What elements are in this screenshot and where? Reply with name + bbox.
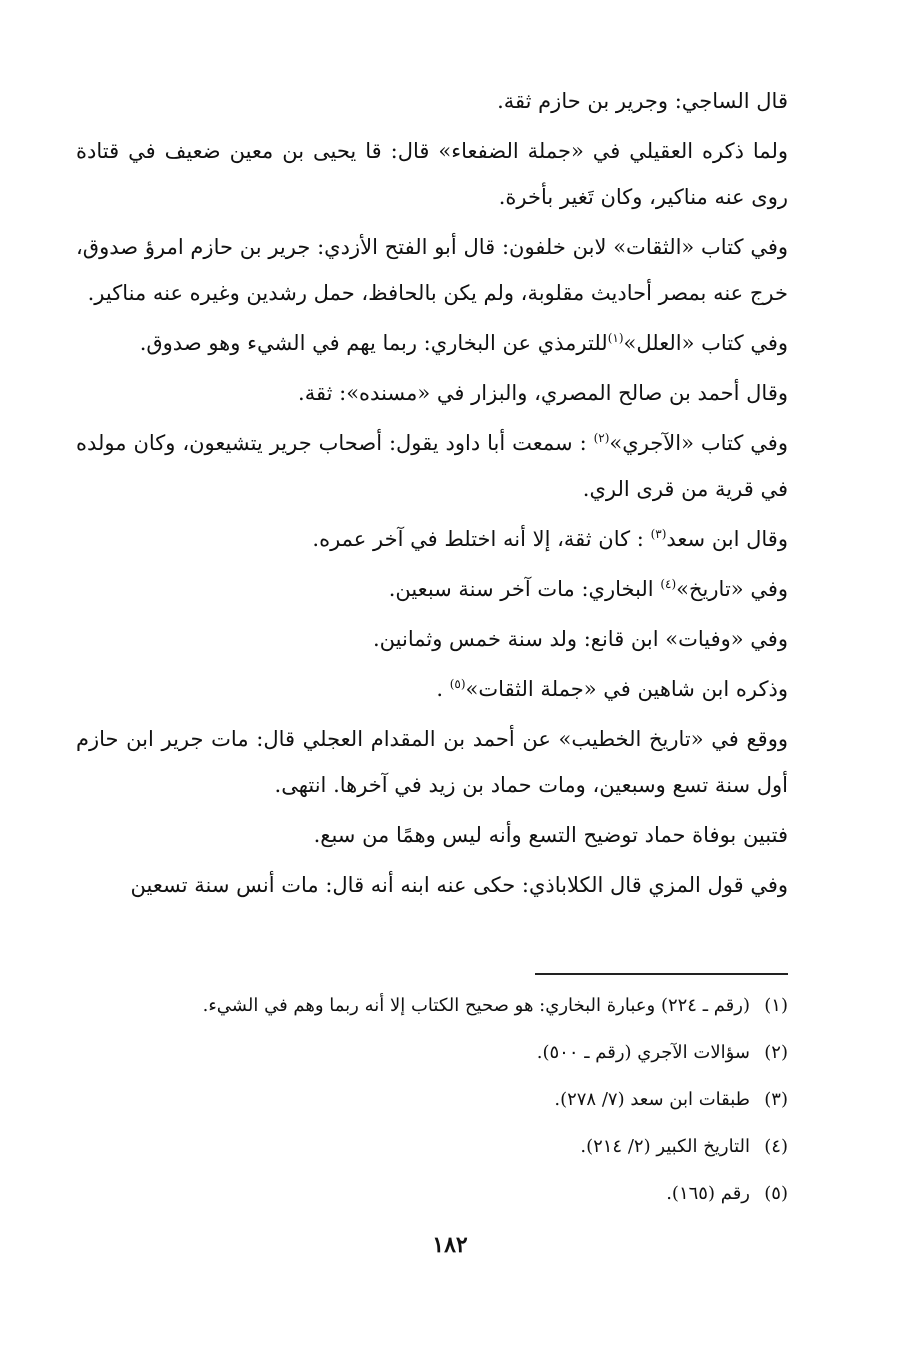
paragraph: ووقع في «تاريخ الخطيب» عن أحمد بن المقدام العجلي قال: مات جرير ابن حازم أول سنة تسع وسبعين، ومات حماد بن زيد في آخرها. انتهى.	[76, 727, 788, 797]
footnote-marker: (٢)	[593, 431, 610, 445]
paragraph: وفي قول المزي قال الكلاباذي: حكى عنه ابنه أنه قال: مات أنس سنة تسعين	[130, 873, 788, 897]
footnote-marker: (١)	[607, 331, 624, 345]
footnote-number: (٢)	[764, 1042, 788, 1063]
footnote	[108, 1123, 788, 1170]
footnote-text: (رقم ـ ٢٢٤) وعبارة البخاري: هو صحيح الكتاب إلا أنه ربما وهم في الشيء.	[202, 995, 750, 1016]
paragraph: ولما ذكره العقيلي في «جملة الضفعاء» قال: قا يحيى بن معين ضعيف في قتادة روى عنه مناكير، وكان تَغير بأخرة.	[76, 139, 788, 209]
paragraph: وفي كتاب «الثقات» لابن خلفون: قال أبو الفتح الأزدي: جرير بن حازم امرؤ صدوق، خرج عنه بمصر أحاديث مقلوبة، ولم يكن بالحافظ، حمل رشدين وغيره عنه مناكير.	[76, 235, 788, 305]
paragraph: قال الساجي: وجرير بن حازم ثقة.	[497, 89, 788, 113]
footnote	[108, 1029, 788, 1076]
paragraph: وذكره ابن شاهين في «جملة الثقات»$^{(٥)}$ .	[436, 677, 788, 701]
footnote-number: (١)	[764, 995, 788, 1016]
footnote-text: رقم (١٦٥).	[666, 1183, 750, 1204]
footnote	[108, 1076, 788, 1123]
paragraph: فتبين بوفاة حماد توضيح التسع وأنه ليس وهمًا من سبع.	[313, 823, 788, 847]
footnote-text: التاريخ الكبير (٢/ ٢١٤).	[580, 1136, 750, 1157]
footnotes	[108, 982, 788, 1217]
paragraph: وقال ابن سعد$^{(٣)}$ : كان ثقة، إلا أنه اختلط في آخر عمره.	[312, 527, 788, 551]
paragraph: وقال أحمد بن صالح المصري، والبزار في «مسنده»: ثقة.	[298, 381, 788, 405]
footnote	[108, 982, 788, 1029]
footnote-number: (٥)	[764, 1183, 788, 1204]
paragraph: وفي «تاريخ»$^{(٤)}$ البخاري: مات آخر سنة سبعين.	[388, 577, 788, 601]
paragraph: وفي «وفيات» ابن قانع: ولد سنة خمس وثمانين.	[372, 627, 788, 651]
footnote-number: (٣)	[764, 1089, 788, 1110]
footnote-divider	[535, 973, 788, 975]
footnote-number: (٤)	[764, 1136, 788, 1157]
main-text	[76, 78, 788, 912]
footnote-marker: (٥)	[449, 677, 466, 691]
footnote-text: طبقات ابن سعد (٧/ ٢٧٨).	[554, 1089, 750, 1110]
footnote	[108, 1170, 788, 1217]
footnote-marker: (٣)	[650, 527, 667, 541]
footnote-marker: (٤)	[660, 577, 677, 591]
paragraph: وفي كتاب «العلل»$^{(١)}$للترمذي عن البخاري: ربما يهم في الشيء وهو صدوق.	[139, 331, 788, 355]
page-number: ١٨٢	[432, 1232, 468, 1258]
paragraph: وفي كتاب «الآجري»$^{(٢)}$ : سمعت أبا داود يقول: أصحاب جرير يتشيعون، وكان مولده في قرية من قرى الري.	[76, 431, 788, 501]
footnote-text: سؤالات الآجري (رقم ـ ٥٠٠).	[536, 1042, 750, 1063]
